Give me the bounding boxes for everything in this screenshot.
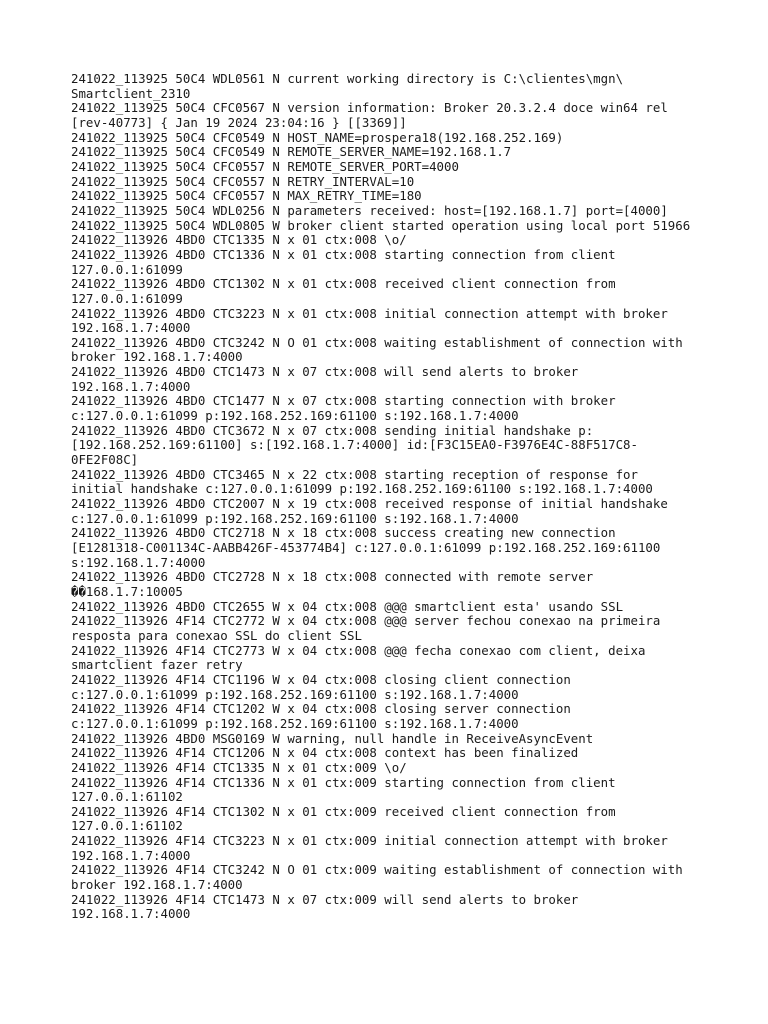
log-line: s:192.168.1.7:4000 [71,554,206,570]
log-line: c:127.0.0.1:61099 p:192.168.252.169:61100 s:192.168.1.7:4000 [71,686,519,702]
log-line: 0FE2F08C] [71,452,139,468]
log-line: smartclient fazer retry [71,657,243,673]
log-line: 241022_113925 50C4 CFC0549 N REMOTE_SERVER_NAME=192.168.1.7 [71,144,512,160]
log-line: 241022_113926 4BD0 CTC1335 N x 01 ctx:008 \o/ [71,232,407,248]
log-line: 241022_113925 50C4 CFC0557 N MAX_RETRY_TIME=180 [71,188,422,204]
log-line: 127.0.0.1:61099 [71,261,183,277]
log-line: 241022_113926 4BD0 CTC3242 N O 01 ctx:008 waiting establishment of connection with [71,334,683,350]
log-line: 192.168.1.7:4000 [71,320,191,336]
log-line: 241022_113925 50C4 CFC0567 N version information: Broker 20.3.2.4 doce win64 rel [71,100,668,116]
log-line: 241022_113926 4BD0 CTC1473 N x 07 ctx:008 will send alerts to broker [71,364,579,380]
log-line: 241022_113926 4BD0 CTC3465 N x 22 ctx:008 starting reception of response for [71,466,638,482]
log-line: 241022_113926 4BD0 CTC2007 N x 19 ctx:008 received response of initial handshake [71,496,668,512]
log-line: resposta para conexao SSL do client SSL [71,627,362,643]
log-line: 241022_113925 50C4 CFC0557 N REMOTE_SERVER_PORT=4000 [71,158,459,174]
log-line: 241022_113926 4BD0 CTC1477 N x 07 ctx:008 starting connection with broker [71,393,616,409]
log-line: c:127.0.0.1:61099 p:192.168.252.169:61100 s:192.168.1.7:4000 [71,408,519,424]
log-line: ��168.1.7:10005 [71,583,183,599]
log-line: c:127.0.0.1:61099 p:192.168.252.169:61100 s:192.168.1.7:4000 [71,715,519,731]
log-line: 241022_113926 4F14 CTC2773 W x 04 ctx:008 @@@ fecha conexao com client, deixa [71,642,646,658]
log-line: 241022_113926 4BD0 CTC2718 N x 18 ctx:008 success creating new connection [71,525,616,541]
log-line: 127.0.0.1:61099 [71,290,183,306]
log-line: [E1281318-C001134C-AABB426F-453774B4] c:127.0.0.1:61099 p:192.168.252.169:61100 [71,540,661,555]
log-line: 192.168.1.7:4000 [71,378,191,394]
log-line: 127.0.0.1:61102 [71,789,183,805]
log-line: 241022_113926 4BD0 CTC3223 N x 01 ctx:008 initial connection attempt with broker [71,305,668,321]
log-line: 241022_113926 4F14 CTC1206 N x 04 ctx:008 context has been finalized [71,745,579,761]
log-line: 241022_113926 4F14 CTC2772 W x 04 ctx:008 @@@ server fechou conexao na primeira [71,613,661,629]
log-line: c:127.0.0.1:61099 p:192.168.252.169:61100 s:192.168.1.7:4000 [71,510,519,526]
log-line: 192.168.1.7:4000 [71,847,191,863]
log-line: [192.168.252.169:61100] s:[192.168.1.7:4000] id:[F3C15EA0-F3976E4C-88F517C8- [71,437,638,453]
log-line: 241022_113925 50C4 WDL0256 N parameters received: host=[192.168.1.7] port=[4000] [71,202,668,218]
log-line: 241022_113926 4F14 CTC1473 N x 07 ctx:009 will send alerts to broker [71,891,579,907]
log-line: 127.0.0.1:61102 [71,818,183,834]
log-line: initial handshake c:127.0.0.1:61099 p:192.168.252.169:61100 s:192.168.1.7:4000 [71,481,653,497]
log-line: 241022_113926 4F14 CTC3223 N x 01 ctx:009 initial connection attempt with broker [71,833,668,849]
log-line: broker 192.168.1.7:4000 [71,877,243,893]
log-line: 241022_113926 4BD0 CTC3672 N x 07 ctx:008 sending initial handshake p: [71,422,594,438]
log-line: 241022_113926 4F14 CTC1196 W x 04 ctx:008 closing client connection [71,671,571,687]
log-line: 241022_113926 4BD0 CTC1336 N x 01 ctx:008 starting connection from client [71,246,616,262]
log-line: 241022_113925 50C4 CFC0557 N RETRY_INTERVAL=10 [71,173,415,189]
log-line: 241022_113926 4BD0 CTC1302 N x 01 ctx:008 received client connection from [71,276,616,292]
log-line: 241022_113926 4F14 CTC1335 N x 01 ctx:009 \o/ [71,759,407,775]
log-line: 241022_113926 4F14 CTC1336 N x 01 ctx:009 starting connection from client [71,774,616,790]
log-line: Smartclient_2310 [71,85,191,101]
log-line: broker 192.168.1.7:4000 [71,349,243,365]
log-line: 241022_113926 4F14 CTC1302 N x 01 ctx:009 received client connection from [71,803,616,819]
log-line: 241022_113926 4F14 CTC3242 N O 01 ctx:009 waiting establishment of connection with [71,862,683,878]
log-document [71,72,711,922]
log-line: 192.168.1.7:4000 [71,906,191,922]
log-line: 241022_113925 50C4 CFC0549 N HOST_NAME=prospera18(192.168.252.169) [71,129,564,145]
log-line: 241022_113926 4F14 CTC1202 W x 04 ctx:008 closing server connection [71,701,571,717]
log-line: 241022_113926 4BD0 CTC2728 N x 18 ctx:008 connected with remote server [71,569,594,585]
log-line: 241022_113925 50C4 WDL0561 N current working directory is C:\clientes\mgn\ [71,71,624,86]
log-line: 241022_113926 4BD0 MSG0169 W warning, null handle in ReceiveAsyncEvent [71,730,594,746]
log-line: 241022_113926 4BD0 CTC2655 W x 04 ctx:008 @@@ smartclient esta' usando SSL [71,598,624,614]
log-line: [rev-40773] { Jan 19 2024 23:04:16 } [[3369]] [71,114,407,130]
log-line: 241022_113925 50C4 WDL0805 W broker client started operation using local port 51966 [71,217,691,233]
